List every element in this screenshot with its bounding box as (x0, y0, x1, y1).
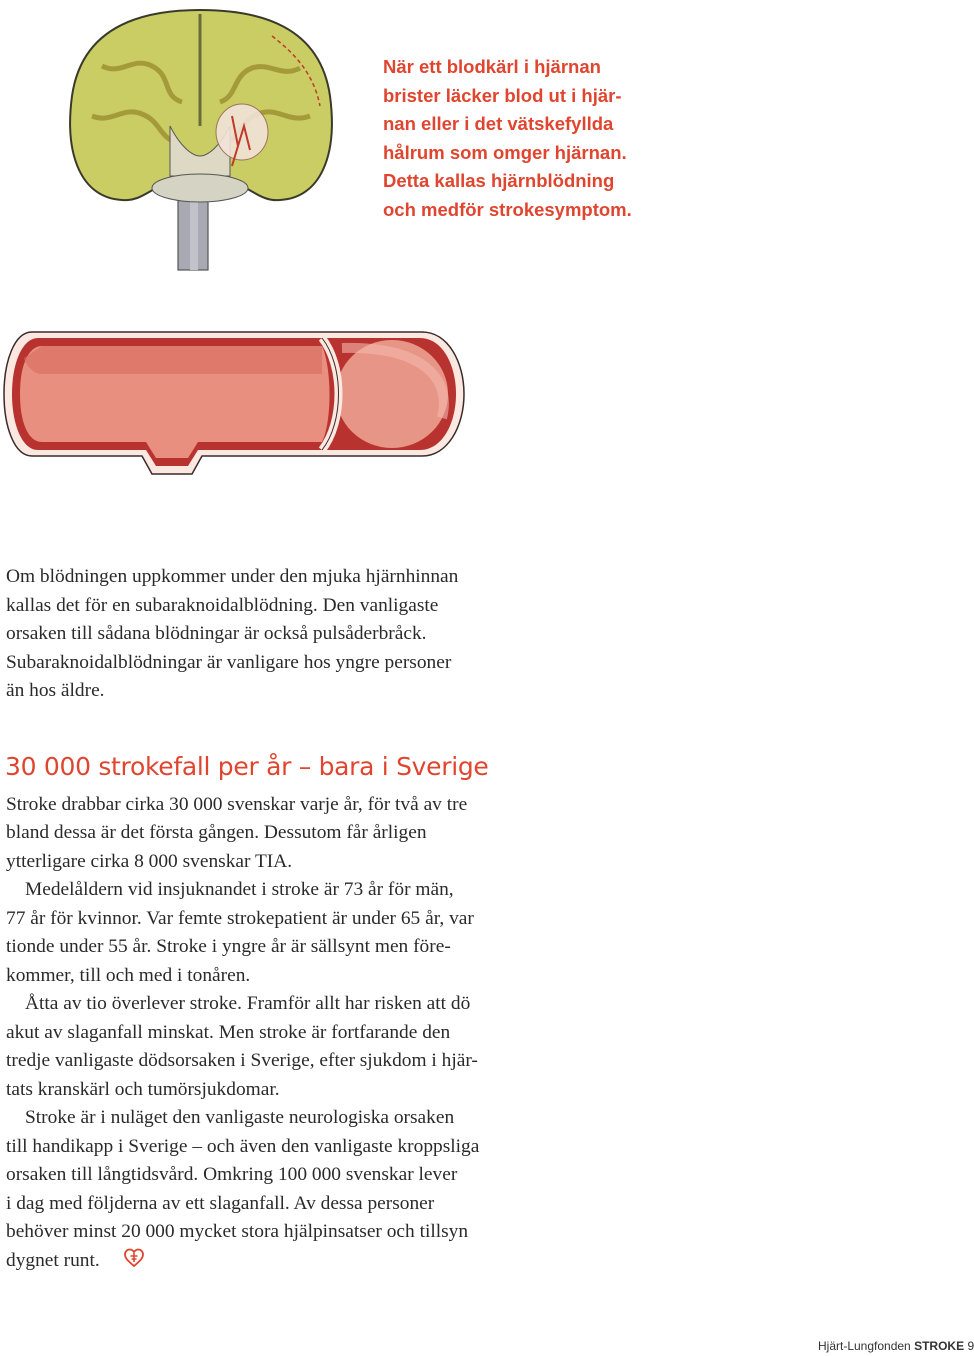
caption-line: nan eller i det vätskefyllda (383, 113, 614, 135)
caption-line: hålrum som omger hjärnan. (383, 141, 627, 163)
text-line: Stroke drabbar cirka 30 000 svenskar varje år, för två av tre (6, 794, 468, 815)
text-line: Åtta av tio överlever stroke. Framför allt har risken att dö (25, 993, 471, 1014)
brain-hemorrhage-illustration (62, 6, 340, 272)
text-line: i dag med följderna av ett slaganfall. Av dessa personer (6, 1193, 435, 1214)
caption-line: och medför strokesymptom. (383, 198, 632, 220)
caption-line: När ett blodkärl i hjärnan (383, 56, 601, 77)
text-line: till handikapp i Sverige – och även den vanligaste kroppsliga (6, 1136, 480, 1157)
text-line: dygnet runt. (6, 1250, 100, 1271)
caption-line: Detta kallas hjärnblödning (383, 170, 615, 192)
text-line: ytterligare cirka 8 000 svenskar TIA. (6, 851, 293, 872)
heart-cross-icon (124, 1248, 144, 1268)
text-line: tionde under 55 år. Stroke i yngre år är sällsynt men före- (6, 936, 451, 957)
text-line: tredje vanligaste dödsorsaken i Sverige, efter sjukdom i hjär- (6, 1050, 478, 1071)
footer-section: STROKE (914, 1339, 965, 1353)
text-line: behöver minst 20 000 mycket stora hjälpinsatser och tillsyn (6, 1221, 469, 1242)
page-footer (818, 1339, 974, 1353)
text-line: kallas det för en subaraknoidalblödning. Den vanligaste (6, 595, 439, 616)
text-line: 77 år för kvinnor. Var femte strokepatient är under 65 år, var (6, 908, 474, 929)
text-line: Om blödningen uppkommer under den mjuka hjärnhinnan (6, 566, 459, 587)
text-line: orsaken till långtidsvård. Omkring 100 000 svenskar lever (6, 1164, 458, 1185)
text-line: akut av slaganfall minskat. Men stroke är fortfarande den (6, 1022, 451, 1043)
text-line: Stroke är i nuläget den vanligaste neurologiska orsaken (25, 1107, 455, 1128)
footer-brand: Hjärt-Lungfonden (818, 1339, 911, 1353)
section-heading: 30 000 strokefall per år – bara i Sverige (5, 752, 489, 781)
illustration-caption (383, 53, 683, 225)
blood-vessel-illustration (2, 318, 472, 476)
text-line: kommer, till och med i tonåren. (6, 965, 251, 986)
text-line: Medelåldern vid insjuknandet i stroke är 73 år för män, (25, 879, 454, 900)
caption-line: brister läcker blod ut i hjär- (383, 84, 622, 106)
text-line: orsaken till sådana blödningar är också pulsåderbråck. (6, 623, 427, 644)
text-line: än hos äldre. (6, 680, 105, 701)
text-line: tats kranskärl och tumörsjukdomar. (6, 1079, 280, 1100)
text-line: bland dessa är det första gången. Dessutom får årligen (6, 822, 427, 843)
page-number: 9 (967, 1339, 974, 1353)
text-line: Subaraknoidalblödningar är vanligare hos yngre personer (6, 652, 452, 673)
